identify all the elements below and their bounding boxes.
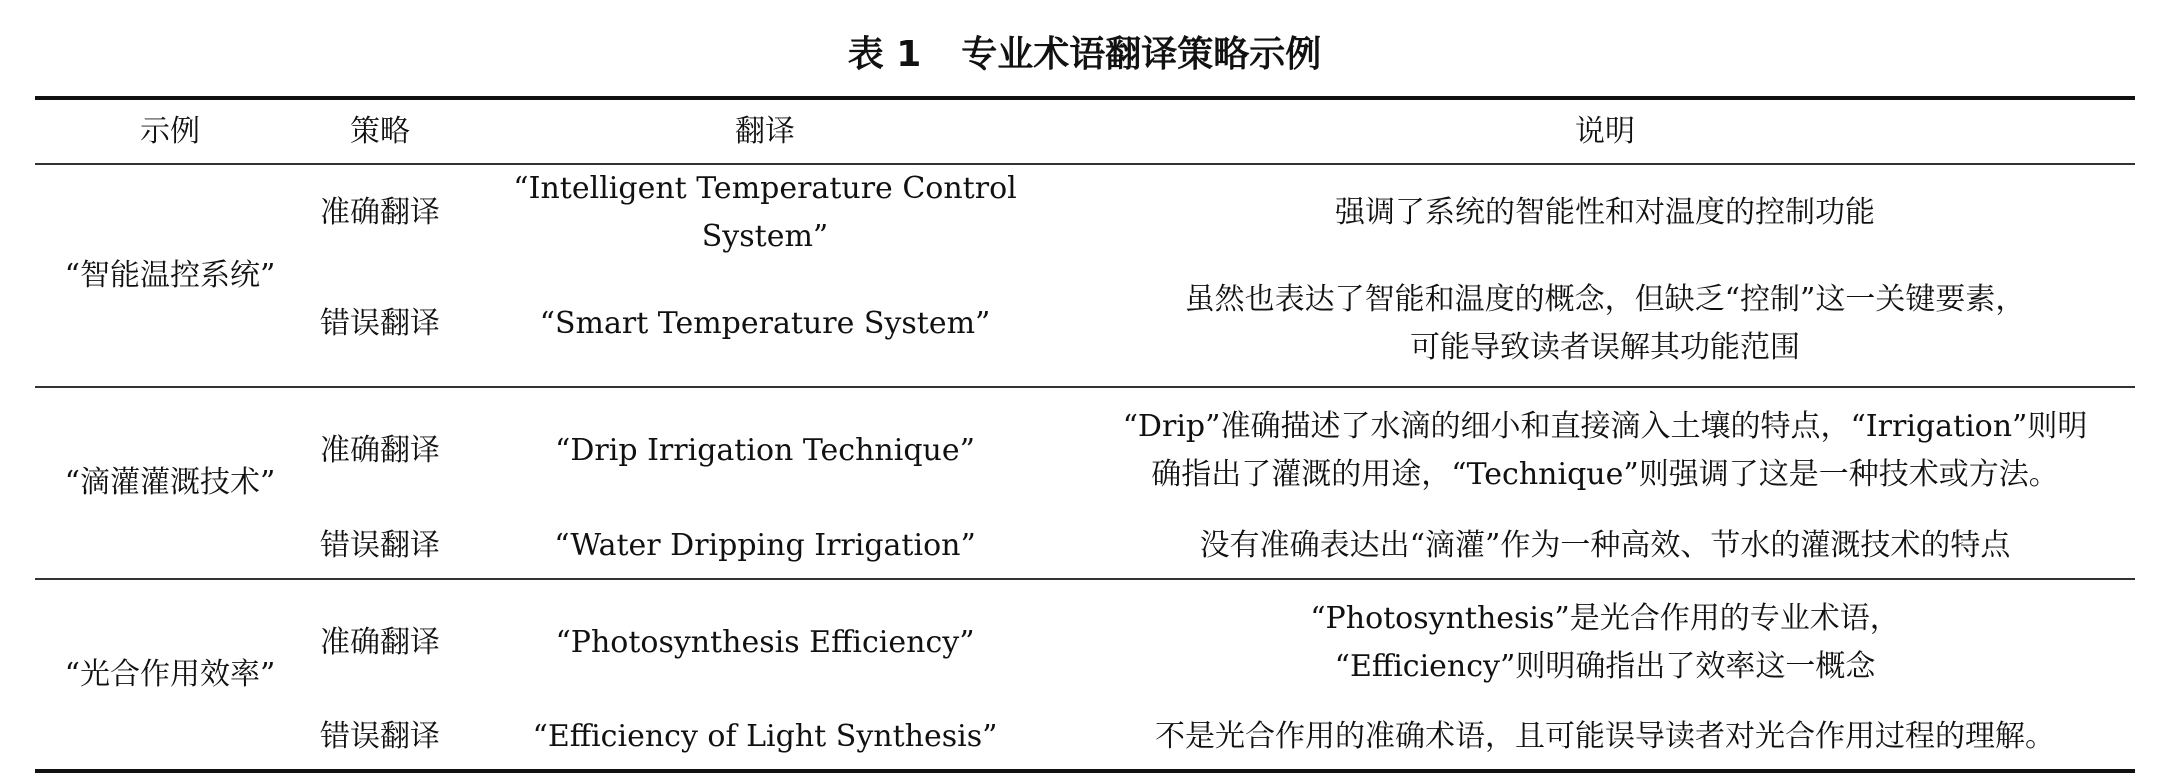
note-line: “Photosynthesis”是光合作用的专业术语，	[1310, 600, 1900, 636]
strategy-cell: 错误翻译	[305, 261, 455, 387]
note-line: 可能导致读者误解其功能范围	[1410, 329, 1800, 365]
table-row	[35, 579, 2135, 705]
strategy-cell: 准确翻译	[320, 624, 440, 660]
note-line: “Efficiency”则明确指出了效率这一概念	[1334, 648, 1876, 684]
note-line: 虽然也表达了智能和温度的概念，但缺乏“控制”这一关键要素，	[1184, 281, 2026, 317]
table-row	[35, 705, 2135, 771]
table-row	[35, 164, 2135, 261]
example-term: “滴灌灌溉技术”	[35, 387, 305, 579]
table-row	[35, 513, 2135, 579]
translation-cell: “Efficiency of Light Synthesis”	[532, 719, 998, 754]
translation-cell: “Smart Temperature System”	[455, 261, 1075, 387]
note-line: 不是光合作用的准确术语，且可能误导读者对光合作用过程的理解。	[1155, 719, 2055, 754]
note-cell	[1075, 579, 2135, 705]
table-title	[0, 20, 2169, 90]
note-line: 强调了系统的智能性和对温度的控制功能	[1335, 195, 1875, 230]
note-line: 确指出了灌溉的用途，“Technique”则强调了这是一种技术或方法。	[1151, 456, 2059, 492]
note-line: 没有准确表达出“滴灌”作为一种高效、节水的灌溉技术的特点	[1199, 527, 2011, 563]
table-number: 表 1	[847, 34, 922, 75]
header-translation: 翻译	[455, 98, 1075, 164]
strategy-cell: 准确翻译	[320, 195, 440, 230]
note-cell	[1075, 164, 2135, 261]
note-cell	[1075, 261, 2135, 387]
header-example: 示例	[35, 98, 305, 164]
header-strategy: 策略	[305, 98, 455, 164]
example-term: “光合作用效率”	[64, 656, 276, 692]
note-cell	[1075, 705, 2135, 771]
terminology-table	[35, 96, 2135, 773]
table-caption: 专业术语翻译策略示例	[961, 34, 1322, 75]
note-cell	[1075, 513, 2135, 579]
example-term: “智能温控系统”	[35, 164, 305, 387]
strategy-cell: 准确翻译	[320, 432, 440, 468]
translation-cell: “Intelligent Temperature Control System”	[513, 171, 1017, 254]
table-row	[35, 387, 2135, 513]
header-row	[35, 98, 2135, 164]
translation-cell: “Drip Irrigation Technique”	[555, 432, 975, 468]
note-line: “Drip”准确描述了水滴的细小和直接滴入土壤的特点，“Irrigation”则明	[1122, 408, 2088, 444]
note-cell	[1075, 387, 2135, 513]
translation-cell: “Water Dripping Irrigation”	[455, 513, 1075, 579]
translation-cell: “Photosynthesis Efficiency”	[555, 624, 975, 660]
table-row	[35, 261, 2135, 387]
strategy-cell: 错误翻译	[320, 719, 440, 754]
header-note: 说明	[1075, 98, 2135, 164]
strategy-cell: 错误翻译	[305, 513, 455, 579]
